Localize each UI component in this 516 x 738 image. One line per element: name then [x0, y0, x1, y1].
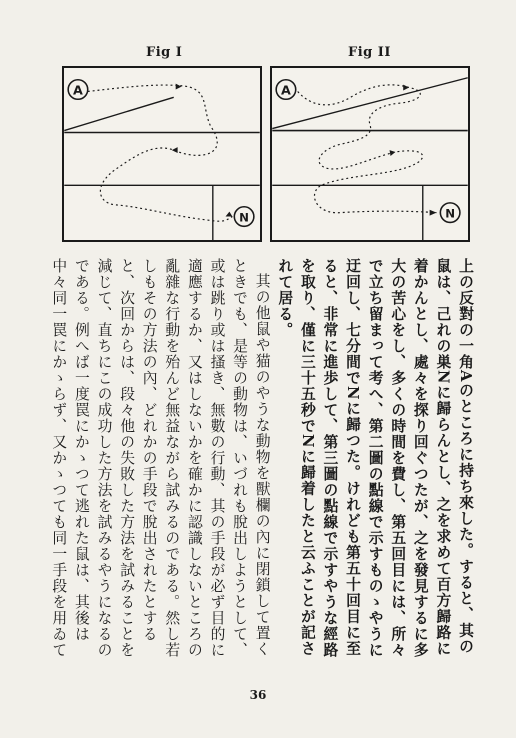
figure-1-arrow-2 — [172, 147, 178, 153]
paragraph-1: 上の反對の一角Aのところに持ち來した。すると、其の鼠は、己れの巣Nに歸らんとし、之を求めて百方歸路に着かんとし、處々を探り回ぐつたが、之を發見するに多大の苦心をし、多くの時間を費し、第五回目には、所々で立ち留まって考へ、第二圖の點線で示すものゝやうに迂回し、七分間でNに歸つた。けれども第五十回目に至ると、非常に進歩して、第三圖の點線で示すやうな經路を取り、僅に三十五秒でNに歸着したと云ふことが記されて居る。 — [276, 258, 474, 658]
body-text — [50, 258, 476, 660]
figure-2-arrow-2 — [390, 150, 396, 156]
figure-1-maze-diagram — [62, 66, 262, 242]
figure-1-caption: Fig I — [146, 45, 183, 60]
figure-1-end-label: N — [239, 210, 249, 225]
figure-1-start-label: A — [73, 82, 83, 98]
figure-1-wall-diagonal — [64, 97, 173, 130]
figure-2-maze-diagram — [270, 66, 470, 242]
paragraph-2: 其の他鼠や猫のやうな動物を獸欄の內に閉鎖して置くときでも、是等の動物は、いづれも脫出しようとして、或は跳り或は搔き、無數の行動、其の手段が必ず目的に適應するか、又はしないかを確かに認識しないところの亂雜な行動を殆んど無益ながら試みるのである。然し若しもその方法の內、どれかの手段で脫出されたとすると、次回からは、段々他の失敗した方法を試みることを減じて、直ちにこの成功した方法を試みるやうになるのである。例へば一度罠にかゝつて逃れた鼠は、其後は中々同一罠にかゝらず、又かゝつても同一手段を用ゐて — [50, 258, 271, 658]
figure-2-arrow-3 — [430, 210, 437, 216]
figure-1-rat-path — [88, 85, 233, 221]
figure-2-start-label: A — [281, 82, 291, 98]
figure-2-caption: Fig II — [348, 45, 391, 60]
figure-2-drawing — [272, 68, 468, 240]
page-number: 36 — [249, 688, 267, 702]
figure-1-drawing — [64, 68, 260, 240]
figure-2-end-label: N — [445, 206, 456, 221]
figure-2-arrow-1 — [403, 85, 409, 91]
figure-2-wall-diagonal — [272, 78, 467, 129]
figure-1-arrow-1 — [176, 84, 182, 90]
figure-1-arrow-3 — [226, 212, 233, 217]
